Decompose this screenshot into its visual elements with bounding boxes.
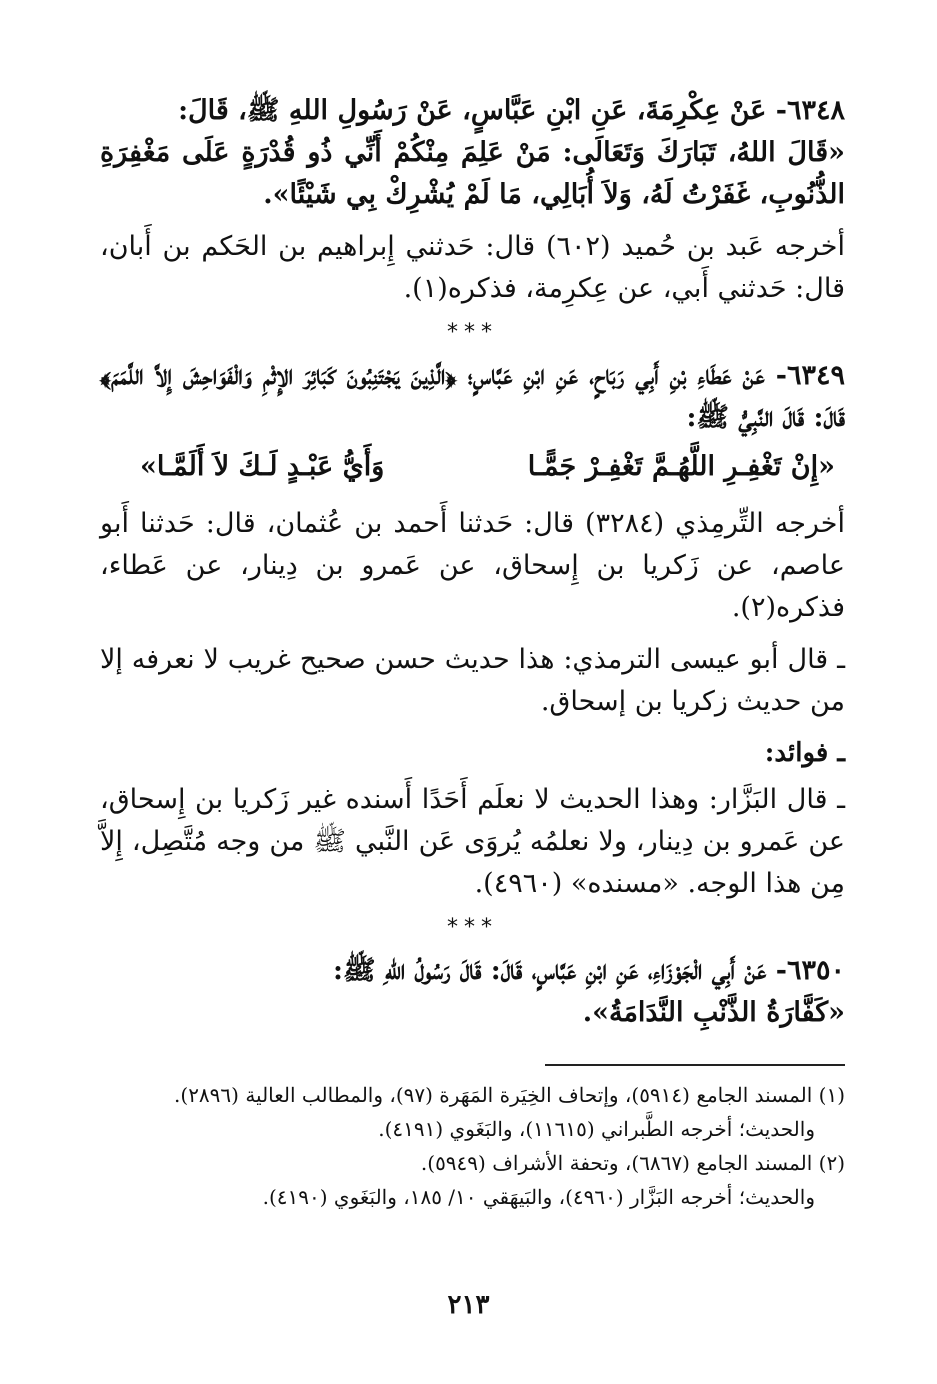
poetry-verse [140,445,835,489]
footnote-1: (١) المسند الجامع (٥٩١٤)، وإتحاف الخِيَرة المَهَرة (٩٧)، والمطالب العالية (٢٨٩٦). [174,1083,845,1107]
fawaid-text: ـ قال البَزَّار: وهذا الحديث لا نعلَم أَحَدًا أَسنده غير زَكريا بن إِسحاق، عن عَمرو بن دِينار، ولا نعلمُه يُروَى عَن النَّبي ﷺ من وجه مُتَّصِل، إِلاَّ مِن هذا الوجه. «مسنده» (٤٩٦٠). [100,784,845,899]
section-separator: *** [447,320,498,345]
hadith-6348-isnad: ٦٣٤٨- عَنْ عِكْرِمَةَ، عَنِ ابْنِ عَبَّاسٍ، عَنْ رَسُولِ اللهِ ﷺ، قَالَ: [178,95,845,126]
hadith-6349-takhrij: أخرجه التِّرمِذي (٣٢٨٤) قال: حَدثنا أَحمد بن عُثمان، قال: حَدثنا أَبو عاصم، عن زَكريا بن إِسحاق، عن عَمرو بن دِينار، عن عَطاء، فذكره(٢). [100,508,845,623]
footnote-1-continuation: والحديث؛ أخرجه الطَّبراني (١١٦١٥)، والبَغَوي (٤١٩١). [378,1117,815,1141]
footnote-2-continuation: والحديث؛ أخرجه البَزَّار (٤٩٦٠)، والبَيهَقي ١٠/ ١٨٥، والبَغَوي (٤١٩٠). [262,1185,815,1209]
hadith-6349-comment: ـ قال أبو عيسى الترمذي: هذا حديث حسن صحيح غريب لا نعرفه إلا من حديث زكريا بن إسحاق. [100,644,845,717]
page-number: ٢١٣ [447,1290,490,1320]
footnote-2: (٢) المسند الجامع (٦٨٦٧)، وتحفة الأشراف (٥٩٤٩). [420,1151,845,1175]
verse-first-hemistich: «إِنْ تَغْفِـرِ اللَّهُـمَّ تَغْفِـرْ جَمًّـا [527,451,835,482]
section-separator: *** [447,915,498,940]
hadith-6350-isnad: ٦٣٥٠- عَنْ أَبِي الْجَوْزَاءِ، عَنِ ابْنِ عَبَّاسٍ، قَالَ: قَالَ رَسُولُ اللهِ ﷺ: [333,955,845,986]
fawaid-heading: ـ فوائد: [764,738,845,768]
hadith-6349-isnad: ٦٣٤٩- عَنْ عَطَاءِ بْنِ أَبِي رَبَاحٍ، عَنِ ابْنِ عَبَّاسٍ؛ ﴿الَّذِينَ يَجْتَنِبُونَ كَبَائِرَ الإِثْمِ وَالْفَوَاحِشَ إِلاَّ اللَّمَمَ﴾ قَالَ: قَالَ النَّبِيُّ ﷺ: [100,360,845,433]
verse-second-hemistich: وَأَيُّ عَبْـدٍ لَـكَ لاَ أَلَمَّـا» [140,451,385,482]
hadith-6348-takhrij: أخرجه عَبد بن حُميد (٦٠٢) قال: حَدثني إِبراهيم بن الحَكم بن أَبان، قال: حَدثني أَبي، عن عِكرِمة، فذكره(١). [100,231,845,304]
hadith-6350-matn: «كَفَّارَةُ الذَّنْبِ النَّدَامَةُ». [582,997,845,1028]
footnote-divider [545,1064,845,1066]
hadith-6348-matn: «قَالَ اللهُ، تَبَارَكَ وَتَعَالَى: مَنْ عَلِمَ مِنْكُمْ أَنِّي ذُو قُدْرَةٍ عَلَى مَغْفِرَةِ الذُّنُوبِ، غَفَرْتُ لَهُ، وَلاَ أُبَالِي، مَا لَمْ يُشْرِكْ بِي شَيْئًا». [100,137,845,210]
page-body [100,90,845,1214]
